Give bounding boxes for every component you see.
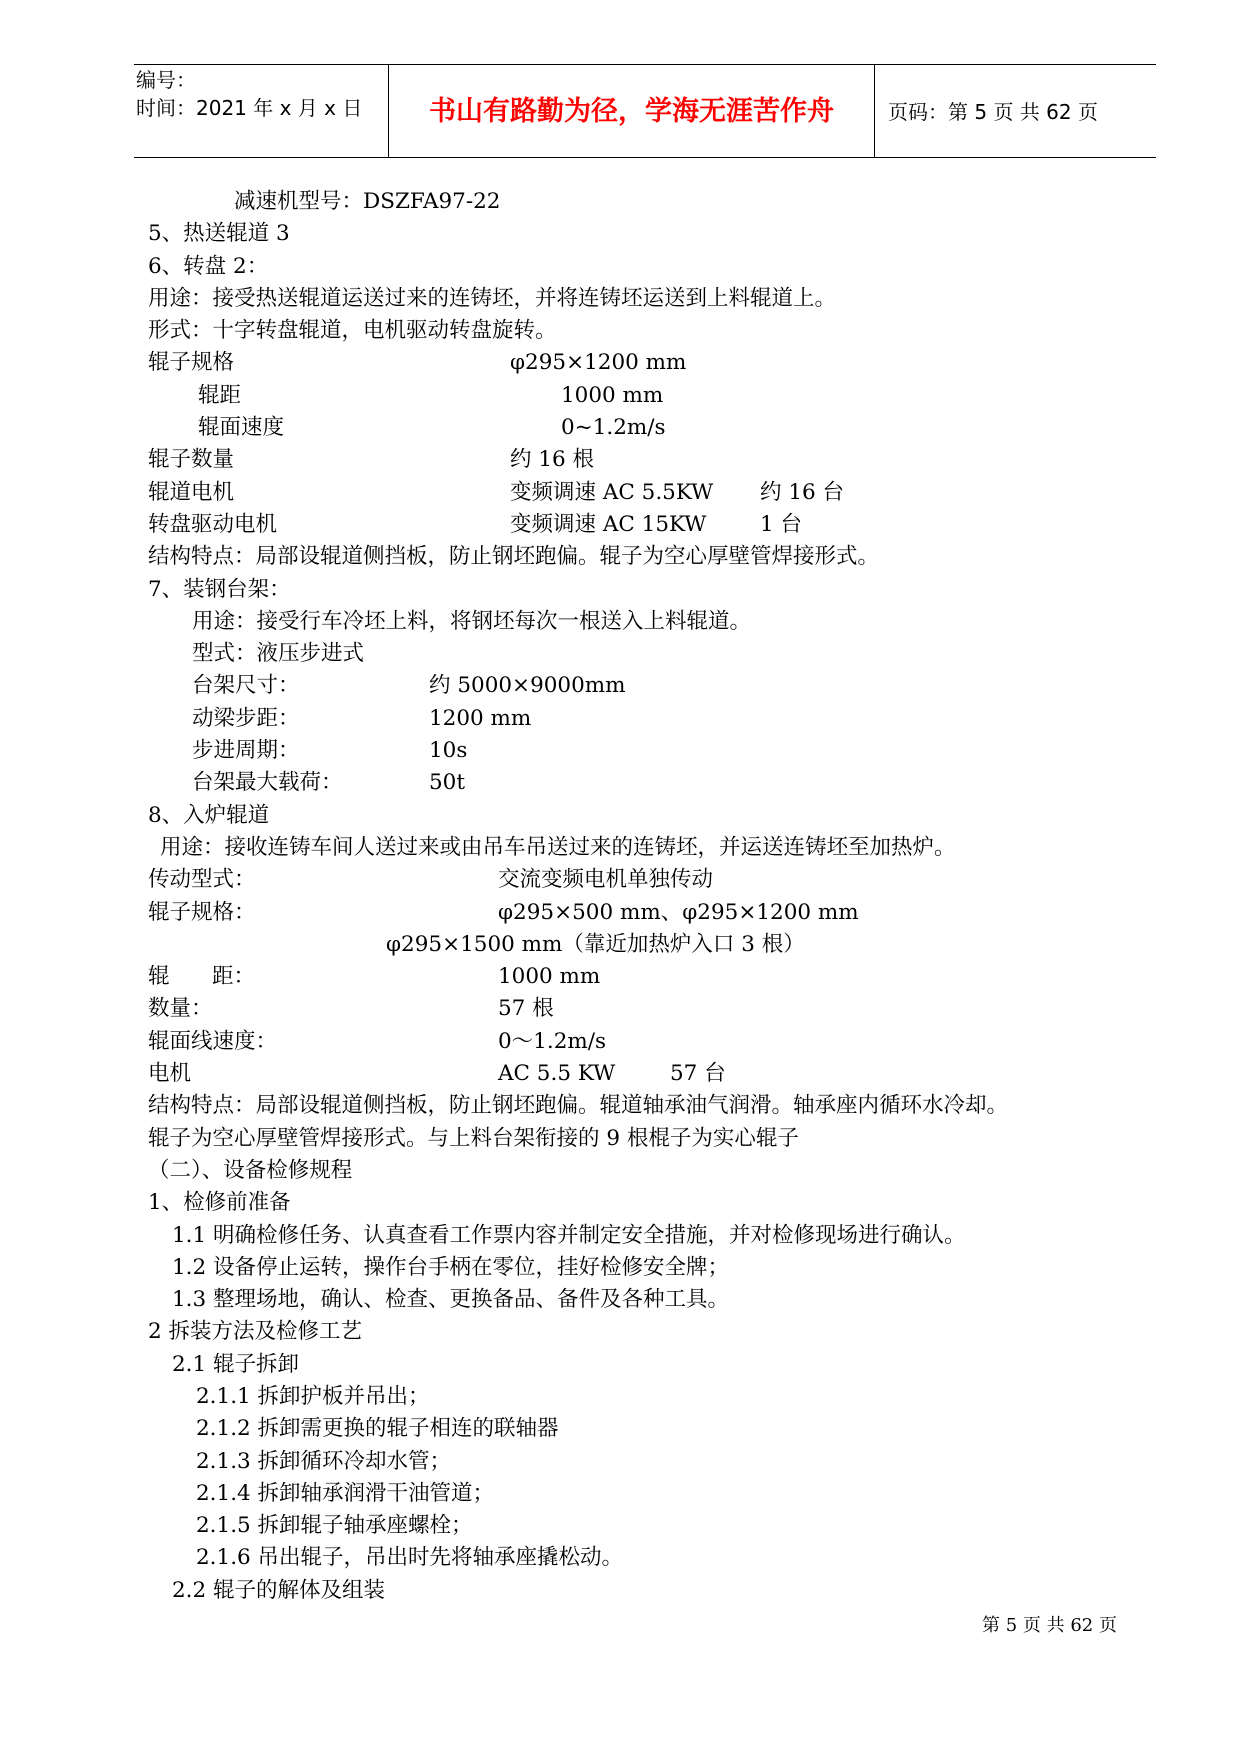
document-body	[148, 186, 1158, 1607]
line-c2: 变频调速 AC 5.5KW	[510, 479, 714, 505]
line-c1: 2 拆装方法及检修工艺	[148, 1319, 363, 1345]
line-c2: 交流变频电机单独传动	[498, 867, 714, 893]
line-c1: 台架尺寸：	[192, 673, 300, 699]
text-line	[148, 218, 1158, 250]
line-c1: 1、检修前准备	[148, 1190, 291, 1216]
text-line	[148, 767, 1158, 799]
line-c1: 辊道电机	[148, 479, 235, 505]
text-line	[148, 1252, 1158, 1284]
line-c2: 0~1.2m/s	[561, 415, 666, 441]
line-c1: 传动型式：	[148, 867, 256, 893]
line-c3: 1 台	[760, 511, 803, 537]
text-line	[148, 251, 1158, 283]
text-line	[148, 509, 1158, 541]
text-line	[148, 638, 1158, 670]
line-c2: 50t	[429, 770, 465, 796]
line-c2: 1200 mm	[429, 705, 532, 731]
line-c1: 辊	[148, 964, 170, 990]
line-c1: 1.3 整理场地，确认、检查、更换备品、备件及各种工具。	[172, 1287, 730, 1313]
line-c1: 形式：十字转盘辊道，电机驱动转盘旋转。	[148, 318, 557, 344]
header-page-info: 页码：第 5 页 共 62 页	[888, 100, 1098, 124]
text-line	[148, 1026, 1158, 1058]
text-line	[148, 1316, 1158, 1348]
time-label: 时间：2021 年 x 月 x 日	[136, 96, 363, 120]
line-c2: 1000 mm	[498, 964, 601, 990]
text-line	[148, 897, 1158, 929]
line-c1: 2.1 辊子拆卸	[172, 1351, 300, 1377]
text-line	[148, 1058, 1158, 1090]
line-c1: 2.1.3 拆卸循环冷却水管；	[196, 1448, 452, 1474]
text-line	[148, 574, 1158, 606]
line-c1: （二）、设备检修规程	[148, 1157, 353, 1183]
line-c1: 减速机型号：DSZFA97-22	[234, 189, 501, 214]
text-line	[148, 800, 1158, 832]
line-c1b: 距：	[212, 964, 256, 990]
line-c1: 台架最大载荷：	[192, 770, 343, 796]
text-line	[148, 186, 1158, 218]
line-c1: 2.2 辊子的解体及组装	[172, 1577, 386, 1603]
line-c2: φ295×1200 mm	[510, 350, 687, 376]
header-bottom-rule	[134, 157, 1156, 158]
line-c1: 结构特点：局部设辊道侧挡板，防止钢坯跑偏。辊道轴承油气润滑。轴承座内循环水冷却。	[148, 1093, 1009, 1119]
header-top-rule	[134, 64, 1156, 65]
text-line	[148, 1575, 1158, 1607]
line-c1: 辊子规格	[148, 350, 235, 376]
line-c1: 动梁步距：	[192, 705, 300, 731]
line-c1: 2.1.2 拆卸需更换的辊子相连的联轴器	[196, 1416, 559, 1442]
serial-label: 编号：	[136, 68, 196, 92]
text-line	[148, 412, 1158, 444]
line-c2: 0～1.2m/s	[498, 1028, 607, 1054]
text-line	[148, 993, 1158, 1025]
line-c1: 辊子为空心厚壁管焊接形式。与上料台架衔接的 9 根棍子为实心辊子	[148, 1125, 799, 1151]
line-c2: φ295×500 mm、φ295×1200 mm	[498, 899, 859, 925]
line-c2: 变频调速 AC 15KW	[510, 511, 707, 537]
line-c1: 辊子数量	[148, 447, 235, 473]
page-footer: 第 5 页 共 62 页	[982, 1615, 1117, 1636]
line-c1: 辊距	[198, 382, 242, 408]
text-line	[148, 1284, 1158, 1316]
line-c1: 8、入炉辊道	[148, 802, 270, 828]
line-c1: φ295×1500 mm（靠近加热炉入口 3 根）	[386, 931, 805, 957]
text-line	[148, 1413, 1158, 1445]
line-c1: 辊面线速度：	[148, 1028, 278, 1054]
text-line	[148, 735, 1158, 767]
line-c1: 用途：接受热送辊道运送过来的连铸坯，并将连铸坯运送到上料辊道上。	[148, 285, 837, 311]
line-c1: 2.1.5 拆卸辊子轴承座螺栓；	[196, 1513, 473, 1539]
text-line	[148, 1349, 1158, 1381]
line-c1: 转盘驱动电机	[148, 511, 278, 537]
text-line	[148, 1510, 1158, 1542]
line-c1: 数量：	[148, 996, 213, 1022]
line-c1: 5、热送辊道 3	[148, 221, 290, 247]
text-line	[148, 1220, 1158, 1252]
line-c1: 型式：液压步进式	[192, 641, 365, 667]
text-line	[148, 961, 1158, 993]
text-line	[148, 929, 1158, 961]
line-c1: 电机	[148, 1061, 192, 1087]
text-line	[148, 670, 1158, 702]
line-c2: AC 5.5 KW	[498, 1061, 616, 1087]
line-c2: 1000 mm	[561, 382, 664, 408]
line-c1: 辊面速度	[198, 415, 285, 441]
line-c1: 辊子规格：	[148, 899, 256, 925]
text-line	[148, 315, 1158, 347]
line-c2: 约 5000×9000mm	[429, 673, 626, 699]
line-c1: 7、装钢台架：	[148, 576, 291, 602]
text-line	[148, 832, 1158, 864]
text-line	[148, 1542, 1158, 1574]
header-left-block	[136, 66, 362, 122]
text-line	[148, 1478, 1158, 1510]
text-line	[148, 380, 1158, 412]
line-c1: 步进周期：	[192, 738, 300, 764]
text-line	[148, 1381, 1158, 1413]
line-c1: 2.1.4 拆卸轴承润滑干油管道；	[196, 1480, 495, 1506]
text-line	[148, 1090, 1158, 1122]
text-line	[148, 703, 1158, 735]
text-line	[148, 606, 1158, 638]
line-c1: 结构特点：局部设辊道侧挡板，防止钢坯跑偏。辊子为空心厚壁管焊接形式。	[148, 544, 880, 570]
text-line	[148, 1446, 1158, 1478]
text-line	[148, 541, 1158, 573]
line-c1: 用途：接受行车冷坯上料，将钢坯每次一根送入上料辊道。	[192, 608, 752, 634]
text-line	[148, 347, 1158, 379]
line-c1: 1.2 设备停止运转，操作台手柄在零位，挂好检修安全牌；	[172, 1254, 730, 1280]
text-line	[148, 444, 1158, 476]
line-c1: 6、转盘 2：	[148, 253, 269, 279]
line-c2: 10s	[429, 738, 468, 764]
header-motto: 书山有路勤为径，学海无涯苦作舟	[429, 96, 834, 127]
text-line	[148, 1187, 1158, 1219]
line-c3: 57 台	[670, 1061, 726, 1087]
line-c1: 1.1 明确检修任务、认真查看工作票内容并制定安全措施，并对检修现场进行确认。	[172, 1222, 966, 1248]
text-line	[148, 283, 1158, 315]
line-c2: 约 16 根	[510, 447, 595, 473]
text-line	[148, 864, 1158, 896]
text-line	[148, 1155, 1158, 1187]
header-divider-2	[874, 64, 875, 158]
text-line	[148, 1123, 1158, 1155]
line-c1: 用途：接收连铸车间人送过来或由吊车吊送过来的连铸坯，并运送连铸坯至加热炉。	[160, 834, 956, 860]
line-c3: 约 16 台	[760, 479, 845, 505]
line-c1: 2.1.6 吊出辊子，吊出时先将轴承座撬松动。	[196, 1545, 624, 1571]
text-line	[148, 477, 1158, 509]
line-c1: 2.1.1 拆卸护板并吊出；	[196, 1383, 430, 1409]
line-c2: 57 根	[498, 996, 554, 1022]
